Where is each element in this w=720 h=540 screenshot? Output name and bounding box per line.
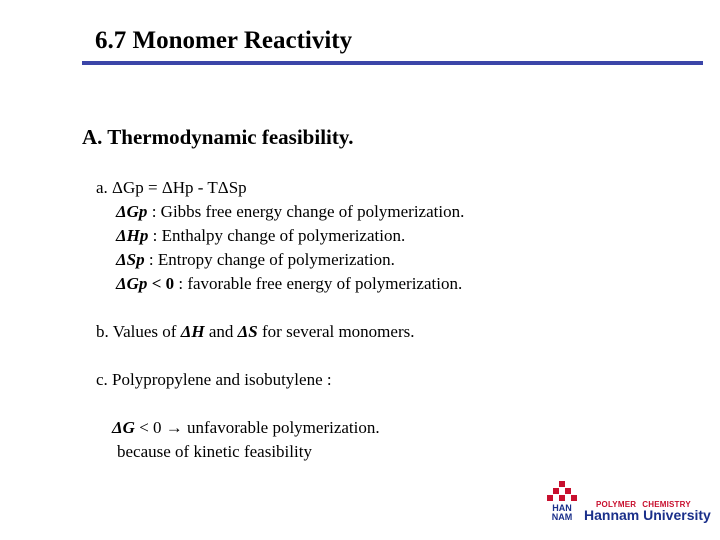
condition-operator: < 0 [147,274,175,293]
kinetic-line [117,442,312,462]
dg-symbol: ΔG [112,418,135,437]
enthalpy-symbol: ΔH [180,322,205,341]
unfavorable-line [112,418,380,438]
kinetic-text: because of kinetic feasibility [117,442,312,461]
logo-university-name: Hannam University [584,507,711,523]
unfavorable-description: < 0 → unfavorable polymerization. [134,418,380,437]
hannam-logo [546,481,716,525]
values-and: and [204,322,238,341]
logo-chemistry-text: CHEMISTRY [642,500,691,509]
condition-symbol: ΔGp [116,274,148,293]
polypropylene-line [96,370,332,390]
equation-line [96,178,247,198]
dsp-description: : Entropy change of polymerization. [144,250,395,269]
equation-text: a. ΔGp = ΔHp - TΔSp [96,178,247,197]
polypropylene-text: c. Polypropylene and isobutylene : [96,370,332,389]
dhp-description: : Enthalpy change of polymerization. [148,226,406,245]
values-suffix: for several monomers. [257,322,415,341]
entropy-symbol: ΔS [237,322,258,341]
dsp-definition [116,250,395,270]
logo-han-text: HAN [552,503,572,513]
values-prefix: b. Values of [96,322,181,341]
dsp-symbol: ΔSp [116,250,145,269]
dgp-definition [116,202,464,222]
logo-nam-text: NAM [551,512,573,522]
title-underline [82,61,703,65]
favorable-condition [116,274,462,294]
values-line [96,322,414,342]
dhp-definition [116,226,405,246]
condition-description: : favorable free energy of polymerization. [174,274,463,293]
slide-title: 6.7 Monomer Reactivity [95,27,353,54]
section-heading: A. Thermodynamic feasibility. [82,125,354,149]
dgp-symbol: ΔGp [116,202,148,221]
dgp-description: : Gibbs free energy change of polymerization. [147,202,465,221]
logo-polymer-text: POLYMER [596,500,637,509]
dhp-symbol: ΔHp [116,226,149,245]
